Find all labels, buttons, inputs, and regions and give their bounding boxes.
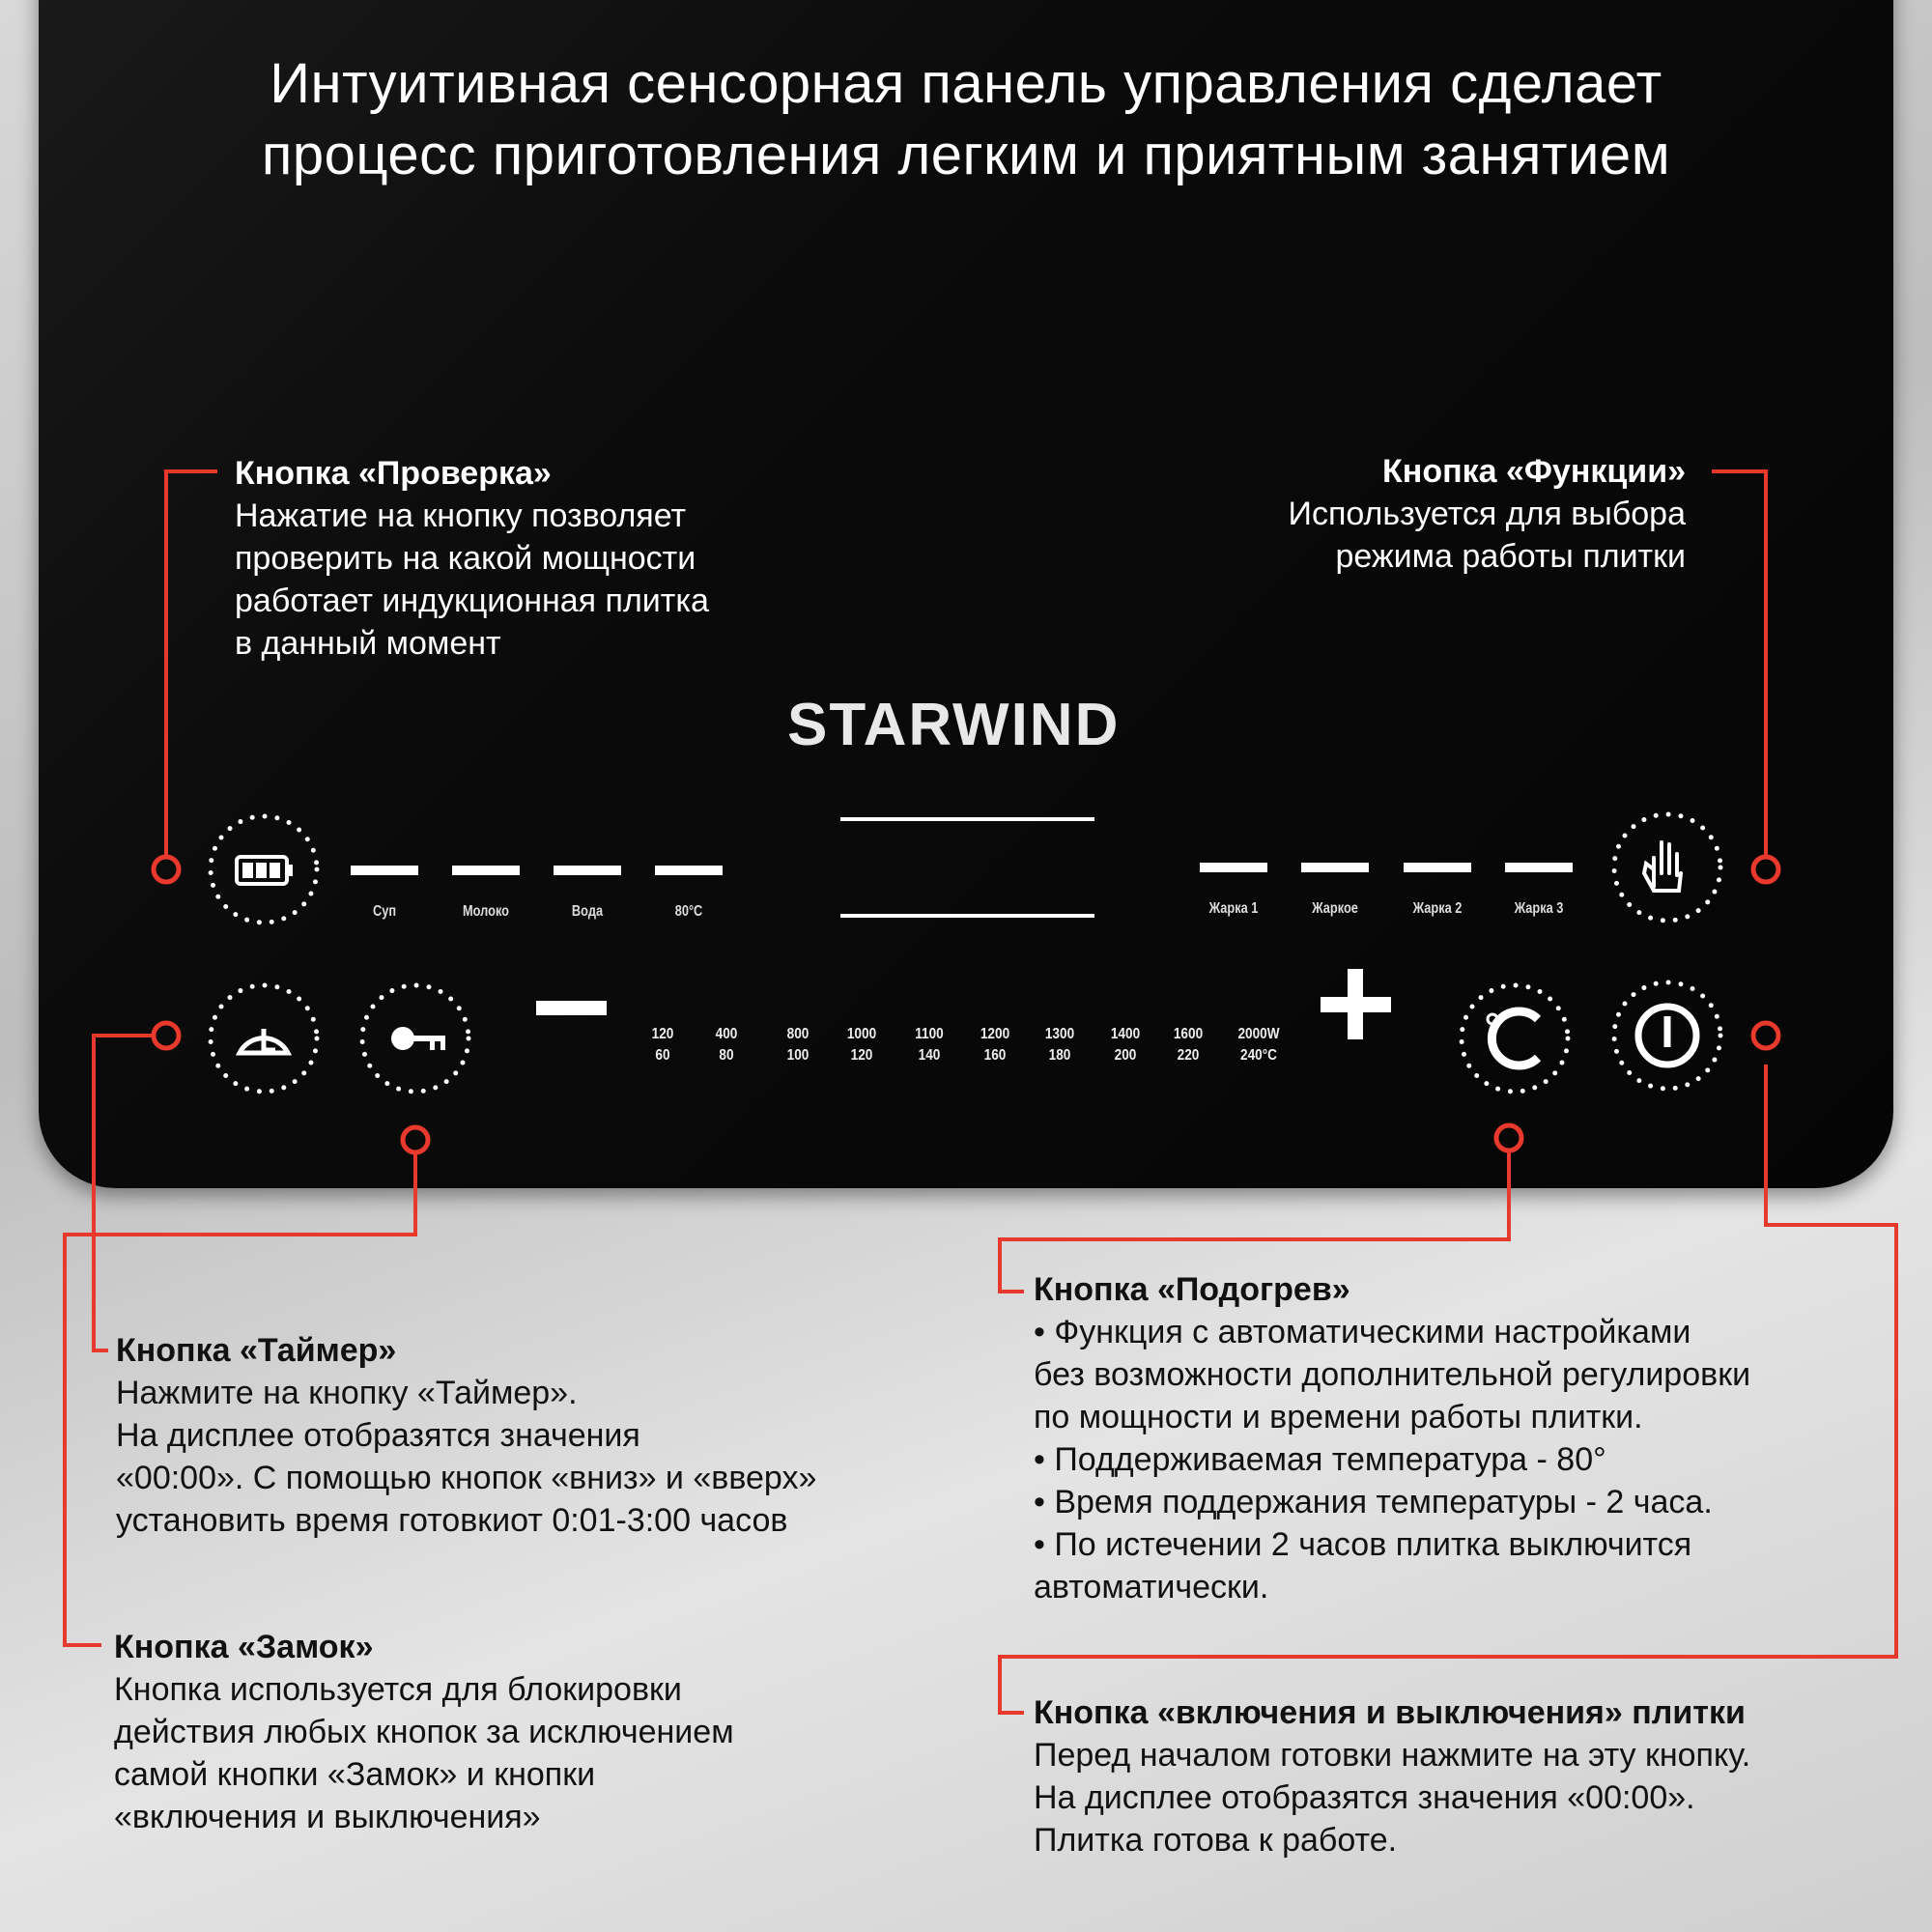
note-line: Плитка готова к работе. [1034,1822,1398,1859]
power-level-label [697,1024,755,1066]
note-line: в данный момент [235,625,501,662]
clock-icon [240,1029,288,1053]
power-temperature: 160 [983,1047,1007,1064]
plus-button[interactable] [1321,969,1391,1039]
headline-line-1: Интуитивная сенсорная панель управления сделает [270,52,1662,115]
mode-label-milk: Молоко [463,903,509,920]
power-watts: 1400 [1110,1026,1141,1042]
power-watts: 400 [715,1026,738,1042]
power-watts: 120 [651,1026,674,1042]
power-temperature: 220 [1177,1047,1200,1064]
hand-icon [1644,842,1681,891]
note-line: «00:00». С помощью кнопок «вниз» и «вверх» [116,1460,817,1496]
note-power [1034,1691,1750,1861]
power-temperature: 100 [786,1047,810,1064]
note-line: На дисплее отобразятся значения [116,1417,640,1454]
power-level-label [634,1024,692,1066]
power-level-label [966,1024,1024,1066]
mode-label-roast: Жаркое [1312,900,1358,917]
power-temperature: 140 [918,1047,941,1064]
mode-label-fry3: Жарка 3 [1514,900,1564,917]
callout-line-check [166,471,217,857]
note-line: • По истечении 2 часов плитка выключится [1034,1526,1692,1563]
note-heading: Кнопка «Функции» [1382,453,1686,490]
power-temperature: 200 [1114,1047,1137,1064]
note-line: установить время готовкиот 0:01-3:00 часов [116,1502,788,1539]
note-heading: Кнопка «Проверка» [235,455,552,492]
power-watts: 1600 [1173,1026,1204,1042]
note-heading: Кнопка «Замок» [114,1629,374,1665]
note-heading: Кнопка «включения и выключения» плитки [1034,1694,1746,1731]
power-watts: 1100 [915,1026,944,1042]
note-functions [1289,450,1686,578]
power-watts: 1300 [1044,1026,1075,1042]
headline-line-2: процесс приготовления легким и приятным занятием [261,124,1671,186]
power-temperature: 120 [850,1047,873,1064]
power-temperature: 60 [655,1047,670,1064]
callout-line-functions [1712,471,1766,857]
note-line: по мощности и времени работы плитки. [1034,1399,1643,1435]
power-level-label [1230,1024,1288,1066]
note-line: без возможности дополнительной регулировки [1034,1356,1751,1393]
power-temperature: 180 [1048,1047,1071,1064]
note-heading: Кнопка «Таймер» [116,1332,397,1369]
power-icon [1638,1007,1696,1065]
note-line: На дисплее отобразятся значения «00:00». [1034,1779,1695,1816]
note-heat [1034,1268,1750,1608]
note-line: • Функция с автоматическими настройками [1034,1314,1691,1350]
note-line: действия любых кнопок за исключением [114,1714,734,1750]
note-timer [116,1329,816,1542]
brand-logo: STARWIND [787,692,1121,758]
note-line: Используется для выбора [1288,496,1686,532]
callout-line-timer [94,1036,154,1350]
note-check [235,452,709,665]
power-watts: 1000 [846,1026,877,1042]
note-line: режима работы плитки [1335,538,1686,575]
power-watts: 2000W [1237,1026,1280,1042]
note-line: самой кнопки «Замок» и кнопки [114,1756,596,1793]
power-level-label [769,1024,827,1066]
power-temperature: 240°C [1240,1047,1277,1064]
power-temperature: 80 [719,1047,734,1064]
celsius-icon [1488,1011,1538,1065]
power-watts: 1200 [980,1026,1010,1042]
note-line: «включения и выключения» [114,1799,541,1835]
note-line: проверить на какой мощности [235,540,696,577]
note-line: • Поддерживаемая температура - 80° [1034,1441,1606,1478]
power-level-label [1031,1024,1089,1066]
key-icon [391,1027,445,1050]
mode-label-80c: 80°C [674,903,703,920]
mode-label-fry1: Жарка 1 [1208,900,1259,917]
note-line: работает индукционная плитка [235,582,709,619]
note-lock [114,1626,734,1838]
power-watts: 800 [786,1026,810,1042]
power-level-label [1159,1024,1217,1066]
power-level-label [900,1024,958,1066]
mode-label-soup: Суп [372,903,397,920]
note-line: Перед началом готовки нажмите на эту кнопку. [1034,1737,1751,1774]
heat-button[interactable] [1462,985,1568,1092]
note-heading: Кнопка «Подогрев» [1034,1271,1350,1308]
mode-indicators [351,817,1573,918]
mode-label-fry2: Жарка 2 [1412,900,1463,917]
mode-label-water: Вода [571,903,604,920]
battery-icon [237,857,293,884]
note-line: Кнопка используется для блокировки [114,1671,682,1708]
note-line: Нажмите на кнопку «Таймер». [116,1375,578,1411]
power-level-label [1096,1024,1154,1066]
note-line: автоматически. [1034,1569,1269,1605]
note-line: • Время поддержания температуры - 2 часа. [1034,1484,1713,1520]
minus-button[interactable] [536,1001,607,1015]
power-level-label [833,1024,891,1066]
note-line: Нажатие на кнопку позволяет [235,497,687,534]
